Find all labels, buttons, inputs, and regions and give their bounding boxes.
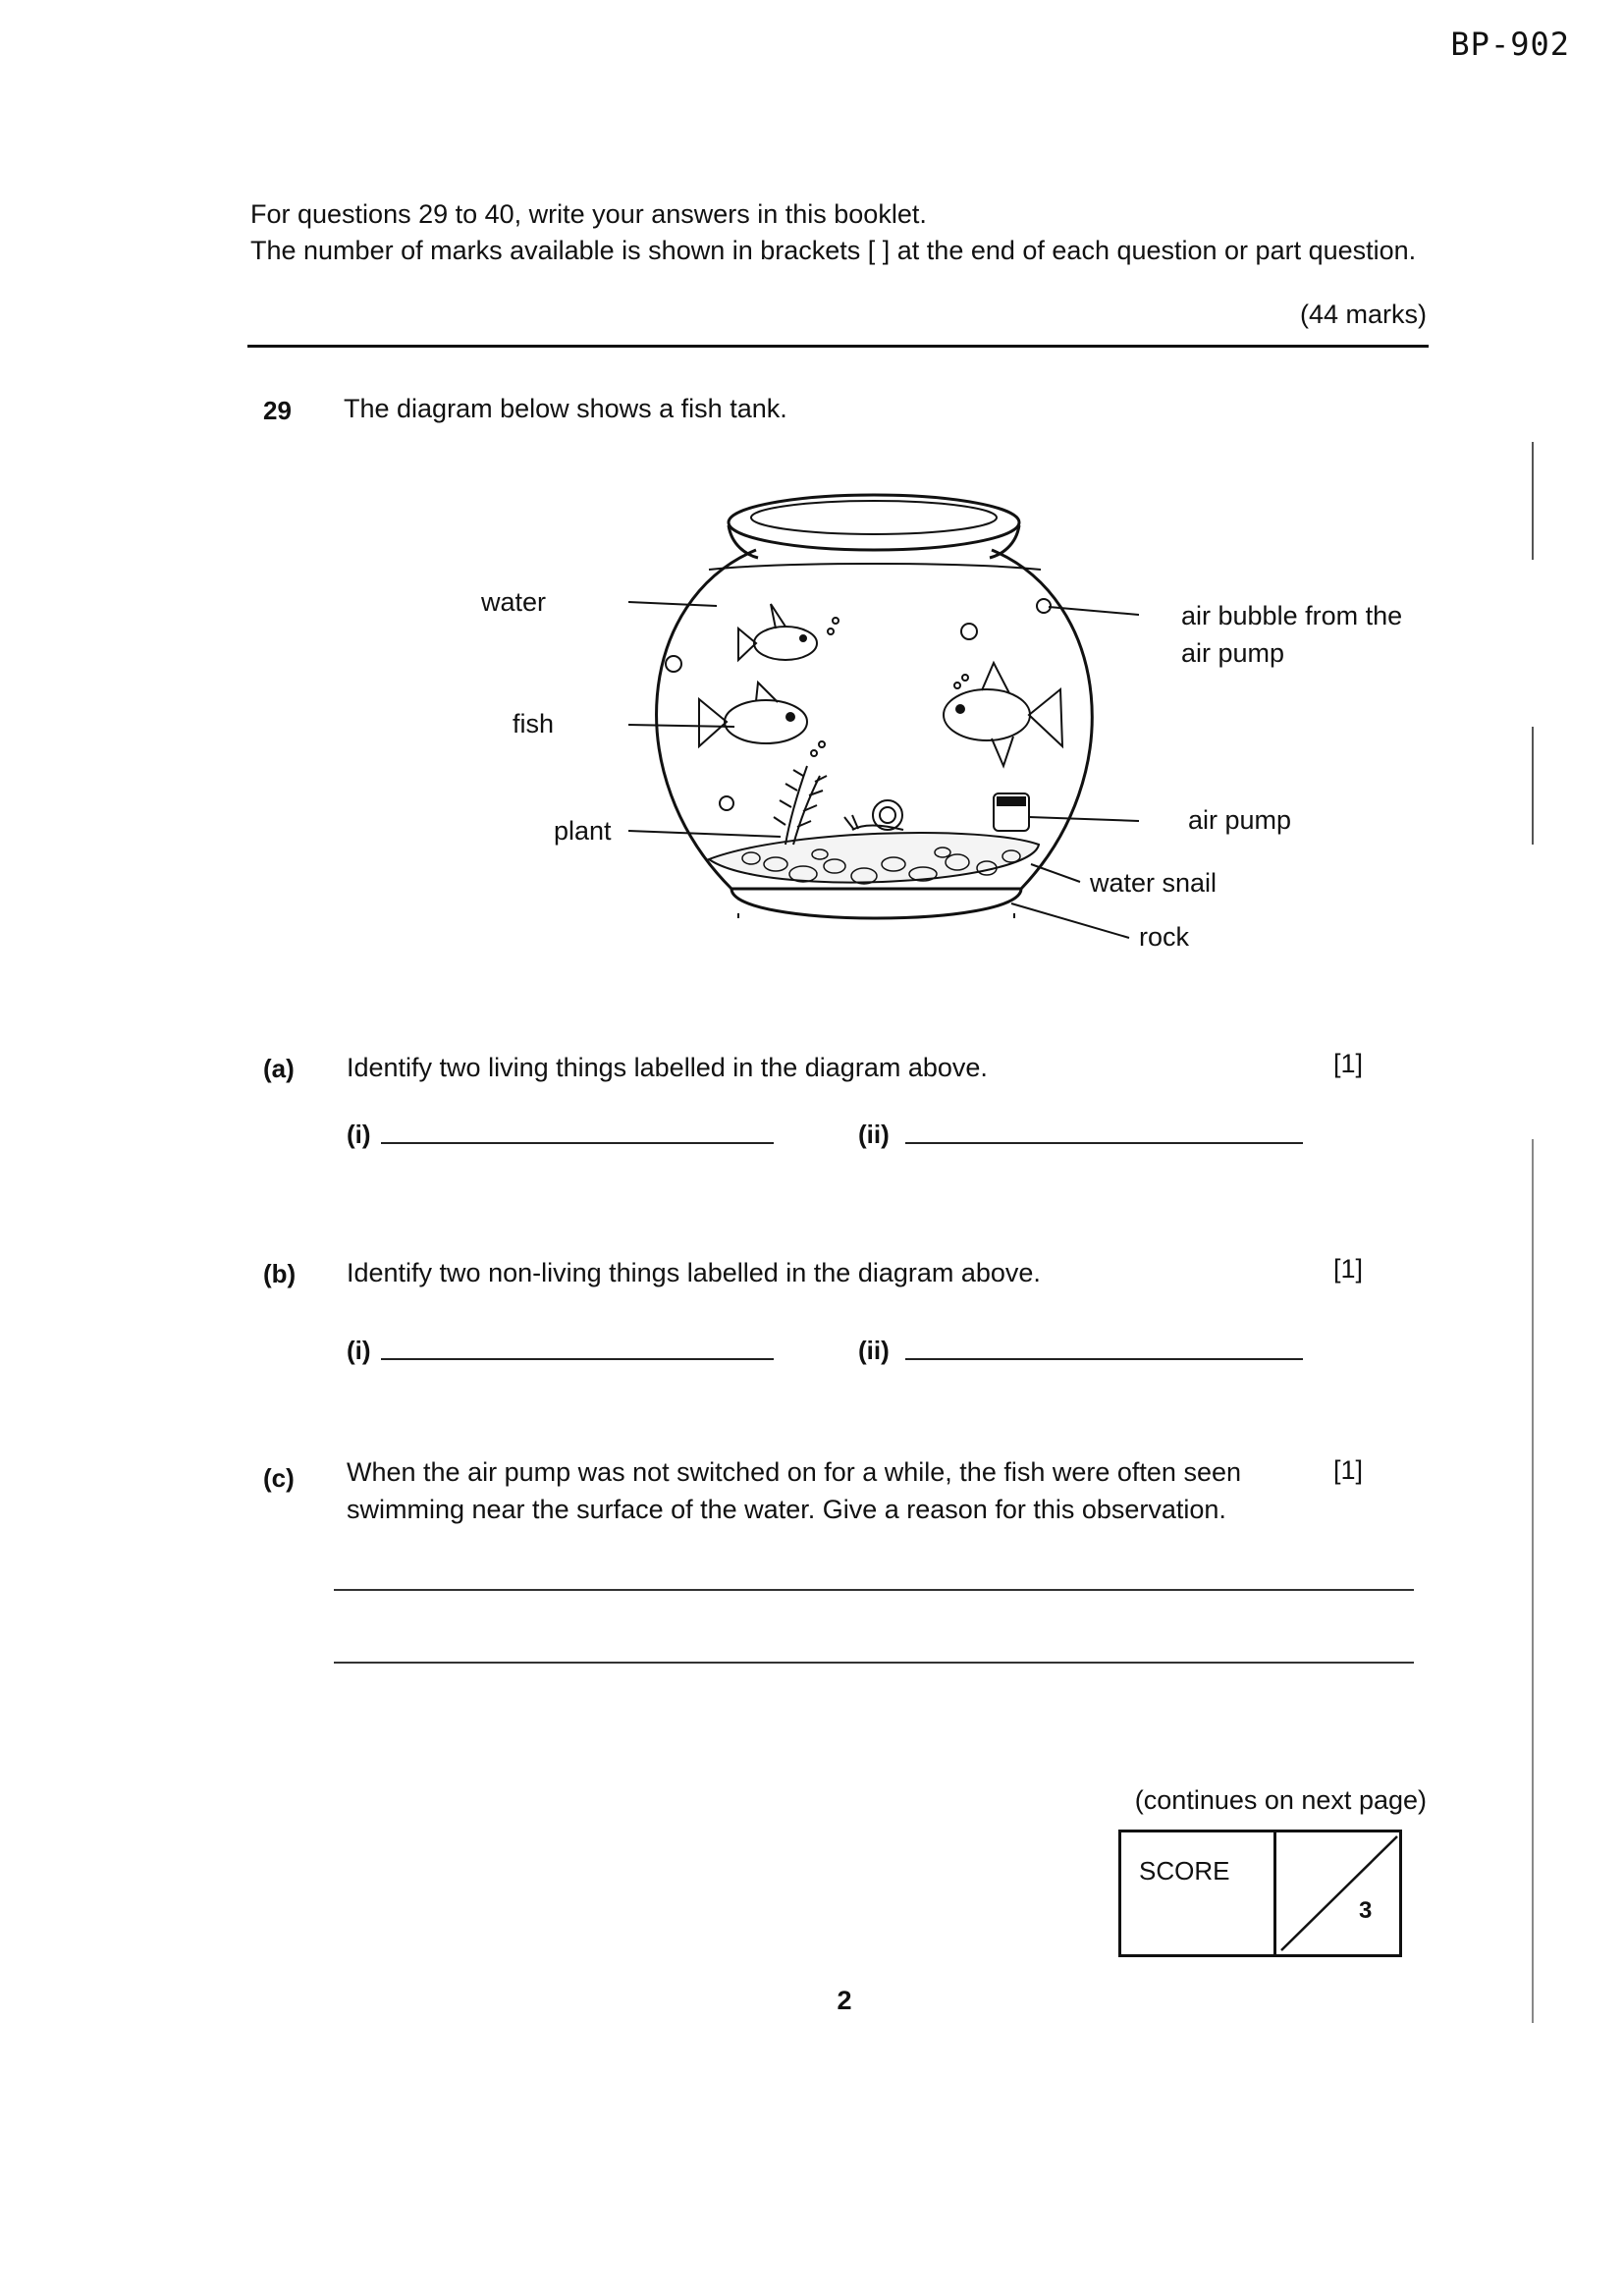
margin-mark xyxy=(1532,442,1534,560)
part-b-answer-ii[interactable] xyxy=(905,1358,1303,1360)
instructions xyxy=(250,196,1429,269)
bowl-rim xyxy=(729,495,1019,550)
part-c-answer-line-2[interactable] xyxy=(334,1662,1414,1664)
label-air-pump: air pump xyxy=(1188,805,1292,835)
part-c-text: When the air pump was not switched on for a while, the fish were often seen swimming near the surface of the water. Give a reason for this observation. xyxy=(347,1457,1241,1524)
part-a-label: (a) xyxy=(263,1054,295,1083)
part-b-answer-i[interactable] xyxy=(381,1358,774,1360)
part-a-text: Identify two living things labelled in the diagram above. xyxy=(347,1053,988,1082)
score-box xyxy=(1118,1830,1402,1957)
water-surface xyxy=(709,564,1041,570)
part-b-text: Identify two non-living things labelled in the diagram above. xyxy=(347,1258,1041,1287)
water-snail xyxy=(844,800,903,830)
part-a-answer-ii[interactable] xyxy=(905,1142,1303,1144)
fish-tank-diagram xyxy=(628,481,1139,953)
total-marks: (44 marks) xyxy=(1299,300,1427,329)
part-c-label: (c) xyxy=(263,1463,295,1493)
continues-note: (continues on next page) xyxy=(1134,1785,1427,1815)
part-a-marks: [1] xyxy=(1333,1049,1364,1078)
score-label-cell xyxy=(1121,1832,1276,1954)
margin-mark xyxy=(1532,1139,1534,2023)
fish-left xyxy=(699,683,807,746)
air-pump xyxy=(994,793,1029,831)
part-a-answer-i[interactable] xyxy=(381,1142,774,1144)
label-rock: rock xyxy=(1139,922,1190,952)
margin-mark xyxy=(1532,727,1534,845)
page-number: 2 xyxy=(837,1986,852,2015)
label-water-snail: water snail xyxy=(1090,868,1218,898)
instructions-line-2: The number of marks available is shown in brackets [ ] at the end of each question or part question. xyxy=(250,236,1417,265)
part-b-marks: [1] xyxy=(1333,1254,1364,1284)
part-a-answer-i-label: (i) xyxy=(347,1120,371,1149)
part-a-answer-ii-label: (ii) xyxy=(858,1120,890,1149)
question-text: The diagram below shows a fish tank. xyxy=(344,394,787,423)
fish-top xyxy=(738,604,817,660)
label-water: water xyxy=(481,587,547,617)
paper-code: BP-902 xyxy=(1450,26,1570,63)
part-b-answer-i-label: (i) xyxy=(347,1336,371,1365)
part-b-answer-ii-label: (ii) xyxy=(858,1336,890,1365)
part-c-marks: [1] xyxy=(1333,1455,1364,1485)
section-divider xyxy=(247,345,1429,348)
bowl-base xyxy=(731,889,1021,918)
label-fish: fish xyxy=(513,709,555,738)
question-number: 29 xyxy=(263,396,292,425)
air-bubbles xyxy=(666,599,1051,810)
label-plant: plant xyxy=(554,816,612,846)
label-air-bubble: air bubble from the air pump xyxy=(1181,601,1403,668)
part-b-label: (b) xyxy=(263,1259,297,1288)
part-c-answer-line-1[interactable] xyxy=(334,1589,1414,1591)
score-max: 3 xyxy=(1359,1897,1373,1924)
plant xyxy=(774,766,827,845)
score-diagonal xyxy=(1273,1832,1399,1954)
instructions-line-1: For questions 29 to 40, write your answers in this booklet. xyxy=(250,199,927,229)
score-label: SCORE xyxy=(1139,1856,1230,1886)
